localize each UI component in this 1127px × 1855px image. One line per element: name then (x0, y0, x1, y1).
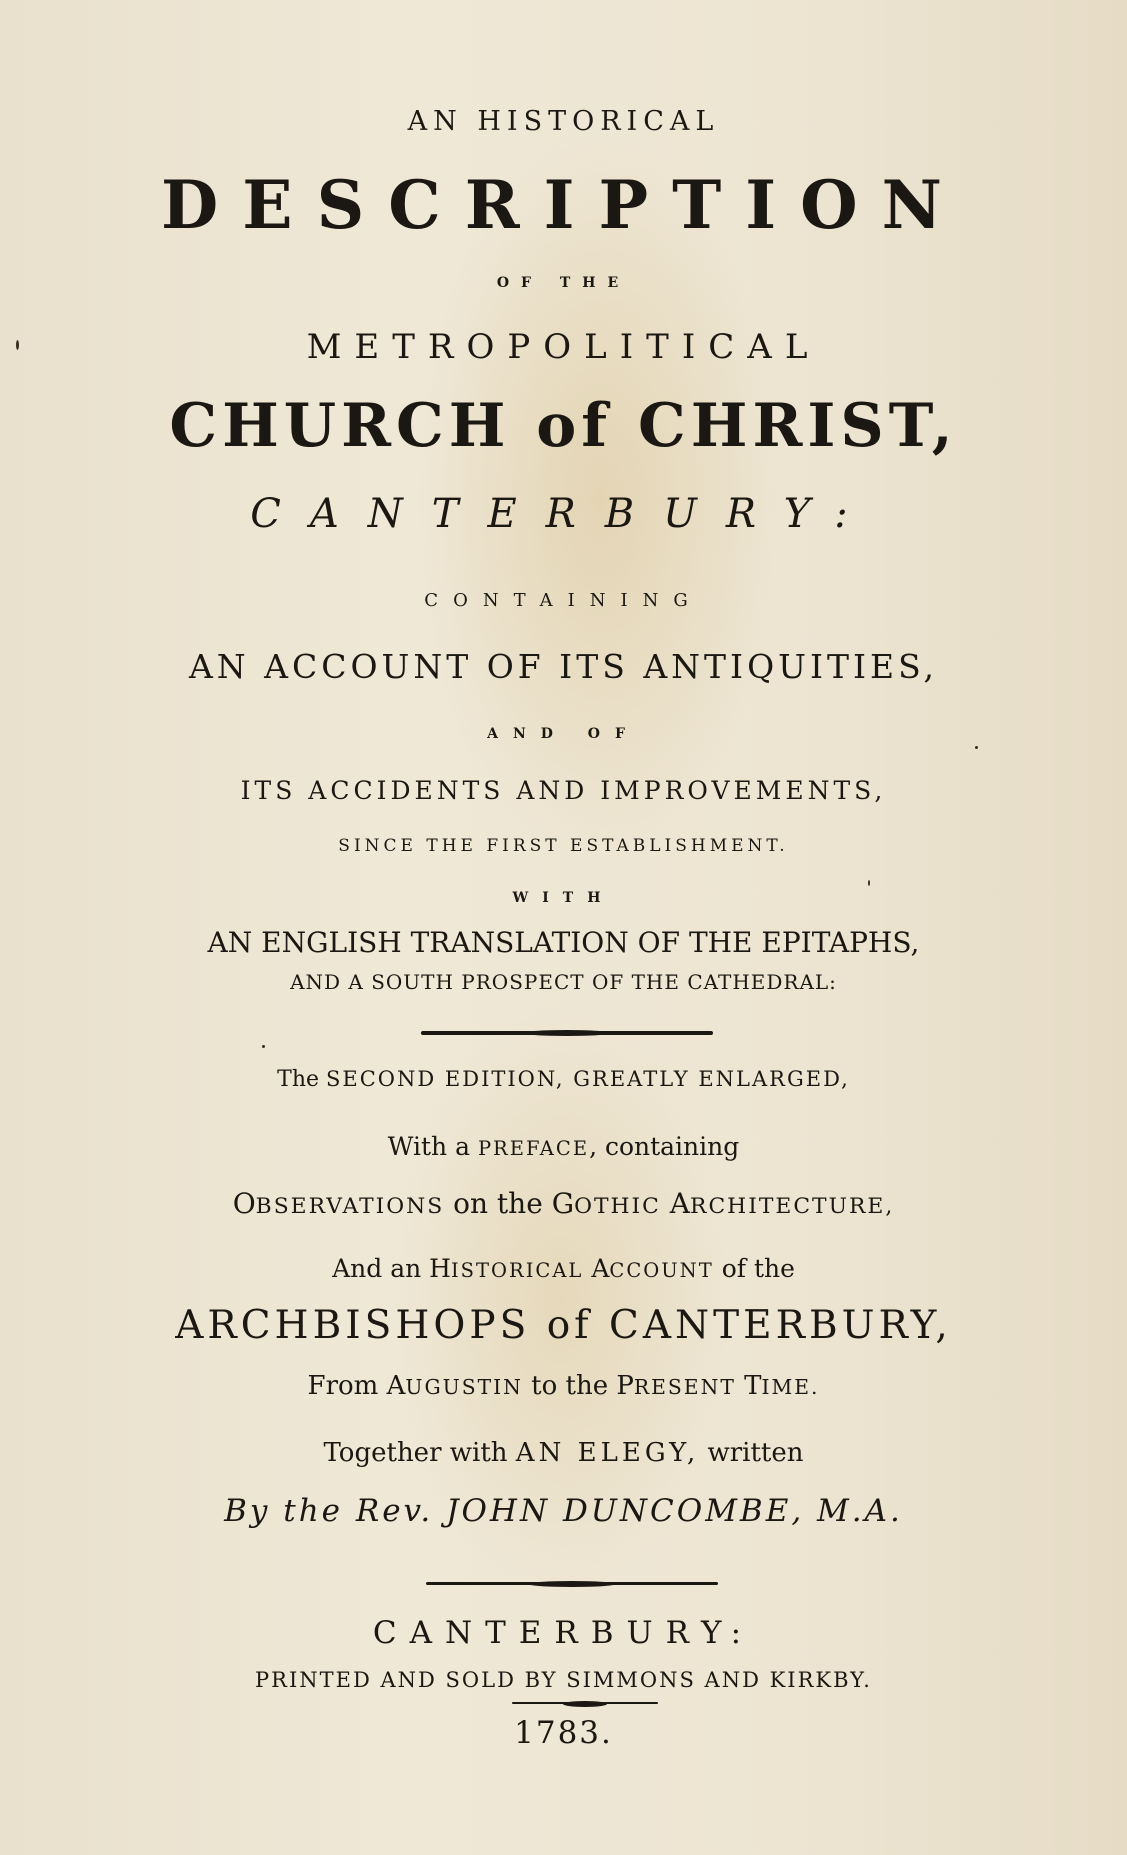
title-line-canterbury: CANTERBURY: (250, 491, 877, 537)
ornamental-rule-top (421, 1031, 713, 1035)
elegy-prefix: Together with (323, 1438, 516, 1468)
edition-prefix: The (277, 1067, 327, 1092)
historical-initial: H (429, 1254, 451, 1283)
paper-speck (16, 340, 19, 350)
author-line: By the Rev. JOHN DUNCOMBE, M.A. (224, 1493, 903, 1529)
elegy-line (0, 1440, 1127, 1466)
ornamental-rule-bottom (426, 1582, 718, 1585)
present-initial: P (616, 1371, 634, 1401)
time-initial: T (744, 1371, 762, 1401)
paper-speck (868, 880, 870, 886)
observations-line (0, 1187, 1127, 1220)
obs-space (661, 1187, 670, 1220)
present-word: RESENT (633, 1375, 736, 1399)
title-line-church-of-christ: CHURCH of CHRIST, (169, 391, 958, 461)
preface-word: PREFACE (477, 1137, 590, 1160)
elegy-suffix: written (699, 1438, 804, 1468)
from-prefix: From (307, 1371, 387, 1401)
obs-on-the: on the (444, 1187, 552, 1220)
time-word: IME. (761, 1375, 820, 1399)
title-line-containing: CONTAINING (424, 590, 703, 611)
historical-word: ISTORICAL (450, 1259, 584, 1282)
title-line-and-of: AND OF (487, 726, 640, 742)
gothic-initial: G (551, 1187, 575, 1220)
preface-prefix: With a (387, 1132, 478, 1161)
title-line-translation: AN ENGLISH TRANSLATION OF THE EPITAPHS, (207, 926, 920, 959)
preface-suffix: , containing (589, 1132, 740, 1161)
archbishops-line: ARCHBISHOPS of CANTERBURY, (175, 1303, 952, 1348)
gothic-word: OTHIC (574, 1194, 661, 1219)
title-line-metropolitical: METROPOLITICAL (306, 327, 821, 367)
imprint-printer: PRINTED AND SOLD BY SIMMONS AND KIRKBY. (255, 1668, 872, 1692)
preface-line (0, 1134, 1127, 1159)
account-initial: A (591, 1254, 610, 1283)
to-the: to the (522, 1371, 617, 1401)
historical-account-line (0, 1256, 1127, 1281)
augustin-word: UGUSTIN (405, 1375, 523, 1399)
architecture-word: RCHITECTURE, (690, 1194, 895, 1219)
imprint-place: CANTERBURY: (372, 1615, 755, 1651)
imprint-year: 1783. (514, 1715, 613, 1751)
year-rule (512, 1702, 658, 1704)
title-line-historical: AN HISTORICAL (407, 106, 720, 137)
augustin-line (0, 1373, 1127, 1399)
obs-initial: O (232, 1187, 256, 1220)
elegy-word: AN ELEGY, (515, 1438, 700, 1468)
from-space (736, 1371, 744, 1401)
title-line-accidents: ITS ACCIDENTS AND IMPROVEMENTS, (240, 776, 887, 805)
augustin-initial: A (386, 1371, 406, 1401)
architecture-initial: A (669, 1187, 691, 1220)
hist-suffix: of the (713, 1254, 795, 1283)
title-line-with: WITH (512, 890, 615, 906)
title-line-prospect: AND A SOUTH PROSPECT OF THE CATHEDRAL: (290, 970, 837, 994)
edition-line (0, 1069, 1127, 1091)
hist-prefix: And an (332, 1254, 430, 1283)
paper-speck (975, 746, 978, 749)
title-line-antiquities: AN ACCOUNT OF ITS ANTIQUITIES, (188, 647, 939, 686)
title-line-description: DESCRIPTION (161, 166, 966, 244)
paper-speck (262, 1045, 265, 1048)
title-line-of-the: OF THE (496, 275, 631, 291)
title-line-establishment: SINCE THE FIRST ESTABLISHMENT. (338, 836, 789, 856)
account-word: CCOUNT (609, 1259, 714, 1282)
obs-word: BSERVATIONS (255, 1194, 445, 1219)
edition-text: SECOND EDITION, GREATLY ENLARGED, (326, 1067, 850, 1091)
